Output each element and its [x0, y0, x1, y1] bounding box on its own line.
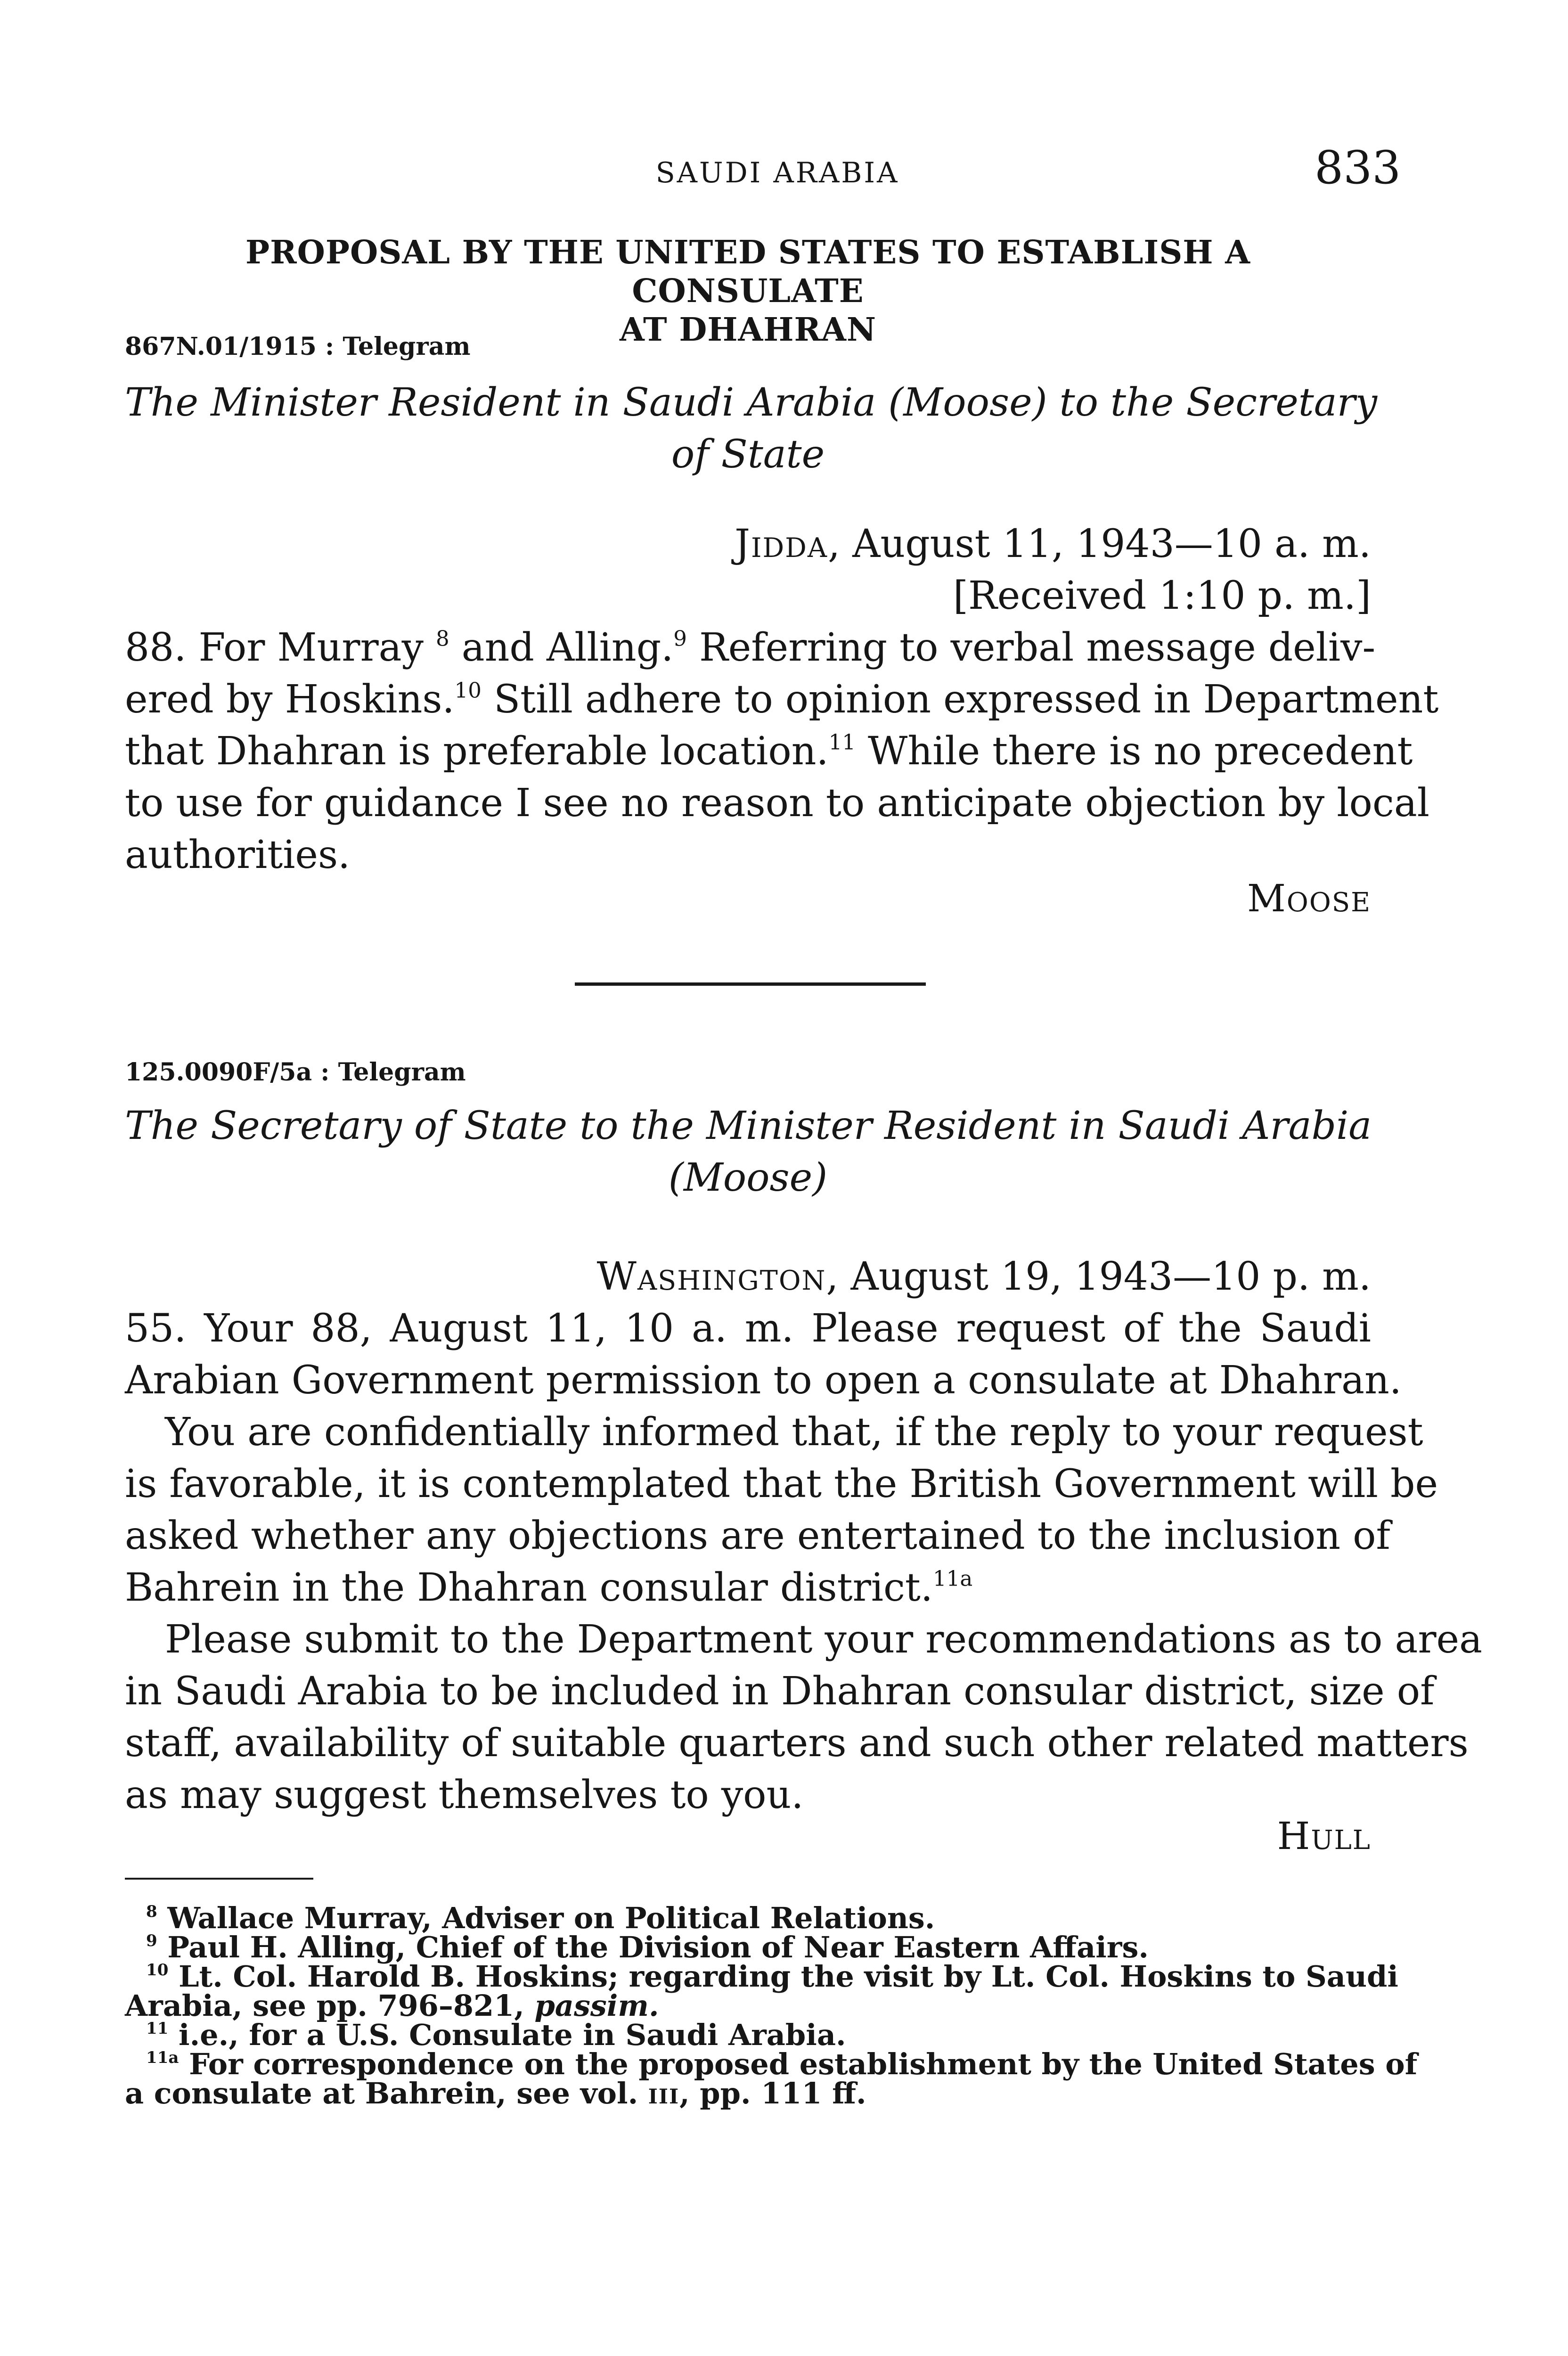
- doc1-place: Jidda: [735, 522, 828, 566]
- doc2-date: , August 19, 1943—10 p. m.: [826, 1254, 1371, 1299]
- doc1-dateline: [735, 518, 1371, 570]
- doc2-file-ref: 125.0090F/5a : Telegram: [125, 1058, 466, 1087]
- doc1-dateline-block: [735, 518, 1371, 622]
- doc1-line-2: ered by Hoskins.$^{10}$ Still adhere to opinion expressed in Department: [125, 677, 1439, 722]
- section-title-line1: PROPOSAL BY THE UNITED STATES TO ESTABLISH A CONSULATE: [245, 234, 1250, 310]
- footnote-8: $^8$ Wallace Murray, Adviser on Political Relations.: [146, 1901, 935, 1935]
- footnote-ref: 8: [435, 626, 449, 651]
- doc2-heading-line2: (Moose): [668, 1155, 828, 1200]
- doc1-date: , August 11, 1943—10 a. m.: [828, 522, 1371, 566]
- doc2-heading: [125, 1100, 1371, 1204]
- doc2-signature: Hull: [1277, 1814, 1371, 1858]
- footnote-rule: [125, 1878, 313, 1880]
- doc2-place: Washington: [596, 1254, 826, 1299]
- page-number: 833: [1315, 141, 1401, 194]
- doc1-line-3: that Dhahran is preferable location.$^{11}$ While there is no precedent: [125, 729, 1413, 774]
- doc2-para-2: You are confidentially informed that, if the reply to your request is favorable, it is contemplated that the British Government will be asked whether any objections are entertained to the inclusion of Bahrein in the Dhahran consular district.$^{11a}$: [125, 1410, 1438, 1610]
- doc1-line-4: to use for guidance I see no reason to anticipate objection by local: [125, 781, 1429, 826]
- footnote-11a: $^{11a}$ For correspondence on the proposed establishment by the United States of a consulate at Bahrein, see vol. iii, pp. 111 ff.: [125, 2047, 1418, 2111]
- separator-rule: [575, 982, 926, 986]
- footnote-10: $^{10}$ Lt. Col. Harold B. Hoskins; regarding the visit by Lt. Col. Hoskins to Saudi Arabia, see pp. 796–821, passim.: [125, 1959, 1398, 2023]
- section-title-line2: AT DHAHRAN: [620, 311, 876, 349]
- doc1-heading-line2: of State: [671, 432, 825, 477]
- doc2-para-1: 55. Your 88, August 11, 10 a. m. Please request of the Saudi Arabian Government permission to open a consulate at Dhahran.: [125, 1306, 1402, 1403]
- doc2-heading-line1: The Secretary of State to the Minister Resident in Saudi Arabia: [125, 1104, 1372, 1148]
- footnote-ref: 11a: [932, 1566, 973, 1591]
- doc2-para-3: Please submit to the Department your recommendations as to area in Saudi Arabia to be included in Dhahran consular district, size of staff, availability of suitable quarters and such other related matters as may suggest themselves to you.: [125, 1617, 1482, 1817]
- footnote-ref: 9: [673, 626, 687, 651]
- doc1-heading-line1: The Minister Resident in Saudi Arabia (Moose) to the Secretary: [125, 380, 1378, 425]
- doc1-body: [125, 622, 1439, 881]
- footnote-ref: 11: [828, 729, 856, 755]
- footnote-11: $^{11}$ i.e., for a U.S. Consulate in Saudi Arabia.: [146, 2018, 846, 2052]
- doc1-line-1: 88. For Murray $^8$ and Alling.$^9$ Referring to verbal message deliv-: [125, 625, 1376, 670]
- doc2-dateline: [597, 1251, 1371, 1303]
- doc1-signature: Moose: [1247, 876, 1371, 920]
- doc1-received: [Received 1:10 p. m.]: [953, 573, 1371, 618]
- running-head: SAUDI ARABIA: [655, 156, 899, 189]
- doc1-file-ref: 867N.01/1915 : Telegram: [125, 332, 471, 361]
- footnote-9: $^9$ Paul H. Alling, Chief of the Division of Near Eastern Affairs.: [146, 1930, 1149, 1964]
- footnote-ref: 10: [454, 678, 482, 703]
- doc1-line-5: authorities.: [125, 833, 351, 877]
- doc1-heading: [125, 377, 1378, 481]
- footnotes: [125, 1901, 1418, 2111]
